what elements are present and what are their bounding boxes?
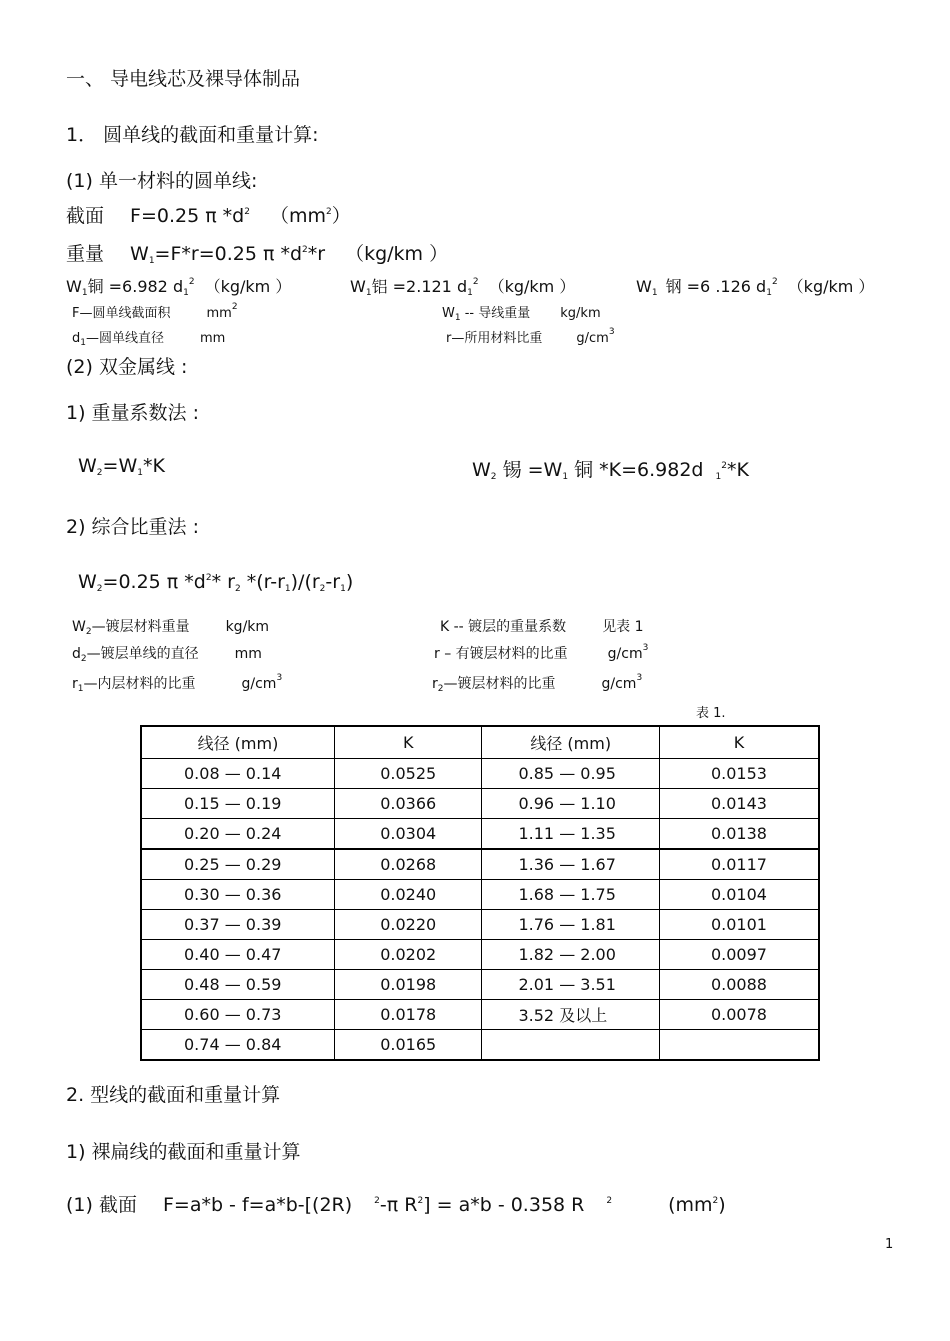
cell-k: 0.0268 [334, 849, 482, 880]
cell-diameter: 0.25 — 0.29 [141, 849, 334, 880]
cell-diameter: 0.48 — 0.59 [141, 970, 334, 1000]
flat-wire-area-formula: (1) 截面 F=a*b - f=a*b-[(2R) $^2$-π $R^2] = a*b - 0.358$ R $^2$ $(mm^2)$ [66, 1194, 726, 1216]
cell-diameter: 0.37 — 0.39 [141, 910, 334, 940]
aluminum-weight: $W_1$铝 =2.121 $d_1^2$ （kg/km ） [350, 277, 576, 298]
def-W1: $W_1$ -- 导线重量 kg/km [442, 306, 601, 323]
def-r: r—所用材料比重 $g/cm^3$ [446, 327, 615, 346]
cell-diameter [482, 1030, 659, 1061]
def-r-plated: r – 有镀层材料的比重 $g/cm^3$ [434, 643, 649, 662]
cell-k: 0.0178 [334, 1000, 482, 1030]
cell-k: 0.0202 [334, 940, 482, 970]
cell-diameter: 0.74 — 0.84 [141, 1030, 334, 1061]
table-row [141, 910, 819, 940]
cell-k: 0.0198 [334, 970, 482, 1000]
cell-diameter: 0.30 — 0.36 [141, 880, 334, 910]
method-combined-density: 2) 综合比重法 : [66, 516, 199, 538]
steel-weight: $W_1$ 钢 =6 .126 $d_1^2$ （kg/km ） [636, 277, 875, 298]
subheading-single-material: (1) 单一材料的圆单线: [66, 170, 258, 192]
def-d1: $d_1—$圆单线直径 mm [72, 331, 226, 348]
cell-k: 0.0104 [659, 880, 819, 910]
table-row [141, 1030, 819, 1061]
table-row [141, 970, 819, 1000]
cell-k: 0.0165 [334, 1030, 482, 1061]
cell-diameter: 0.85 — 0.95 [482, 759, 659, 789]
table-row [141, 819, 819, 850]
subheading-bimetal: (2) 双金属线 : [66, 356, 188, 378]
cell-k: 0.0366 [334, 789, 482, 819]
cell-k: 0.0143 [659, 789, 819, 819]
cell-diameter: 2.01 — 3.51 [482, 970, 659, 1000]
table-row [141, 759, 819, 789]
def-w2: $W_2—$镀层材料重量 kg/km [72, 619, 270, 637]
eq-w2: $W_2=W_1*K$ [78, 455, 165, 478]
def-k: K -- 镀层的重量系数 见表 1 [440, 619, 644, 635]
section-title: 一、 导电线芯及裸导体制品 [66, 68, 301, 90]
cell-diameter: 1.82 — 2.00 [482, 940, 659, 970]
cell-k [659, 1030, 819, 1061]
table-row [141, 849, 819, 880]
cell-diameter: 3.52 及以上 [482, 1000, 659, 1030]
table-row [141, 940, 819, 970]
header-diameter-2: 线径 (mm) [482, 726, 659, 759]
def-r2: $r_2—$镀层材料的比重 $g/cm^3$ [432, 673, 643, 694]
table-caption: 表 1. [696, 706, 726, 721]
heading-1: 1． 圆单线的截面和重量计算: [66, 124, 319, 146]
area-formula: 截面 F=0.25 π $*d^2$ $(mm^2)$ [66, 205, 351, 227]
cell-k: 0.0101 [659, 910, 819, 940]
cell-k: 0.0220 [334, 910, 482, 940]
cell-diameter: 1.68 — 1.75 [482, 880, 659, 910]
cell-k: 0.0525 [334, 759, 482, 789]
cell-k: 0.0240 [334, 880, 482, 910]
eq-tin: $W_2$ 锡 $=W_1$ 铜 *K=6.982d $_1^2$*K [472, 459, 749, 482]
copper-weight: $W_1$铜 =6.982 $d_1^2$ （kg/km ） [66, 277, 292, 298]
cell-k: 0.0117 [659, 849, 819, 880]
weight-formula: 重量 $W_1=F*r=0.25$ π $*d^2*r$ （kg/km ） [66, 243, 449, 266]
table-row [141, 789, 819, 819]
cell-diameter: 1.36 — 1.67 [482, 849, 659, 880]
k-coefficient-table [140, 725, 820, 1061]
cell-diameter: 0.60 — 0.73 [141, 1000, 334, 1030]
cell-k: 0.0304 [334, 819, 482, 850]
cell-diameter: 0.40 — 0.47 [141, 940, 334, 970]
header-k-1: K [334, 726, 482, 759]
method-weight-coefficient: 1) 重量系数法 : [66, 402, 199, 424]
cell-diameter: 1.76 — 1.81 [482, 910, 659, 940]
page-number: 1 [885, 1237, 894, 1252]
cell-diameter: 0.96 — 1.10 [482, 789, 659, 819]
def-F: F—圆单线截面积 $mm^2$ [72, 302, 238, 321]
cell-k: 0.0088 [659, 970, 819, 1000]
cell-diameter: 0.15 — 0.19 [141, 789, 334, 819]
subheading-flat-wire: 1) 裸扁线的截面和重量计算 [66, 1141, 301, 1163]
cell-k: 0.0078 [659, 1000, 819, 1030]
table-header-row [141, 726, 819, 759]
cell-diameter: 1.11 — 1.35 [482, 819, 659, 850]
header-diameter-1: 线径 (mm) [141, 726, 334, 759]
cell-diameter: 0.08 — 0.14 [141, 759, 334, 789]
cell-diameter: 0.20 — 0.24 [141, 819, 334, 850]
table-row [141, 1000, 819, 1030]
table-row [141, 880, 819, 910]
heading-2: 2. 型线的截面和重量计算 [66, 1084, 281, 1106]
header-k-2: K [659, 726, 819, 759]
def-r1: $r_1—$内层材料的比重 $g/cm^3$ [72, 673, 283, 694]
def-d2: $d_2—$镀层单线的直径 mm [72, 646, 262, 664]
eq-combo: $W_2=0.25$ π $*d^2*$ $r_2$ $*(r-r_1)/(r_2-r_1)$ [78, 571, 354, 594]
cell-k: 0.0153 [659, 759, 819, 789]
cell-k: 0.0138 [659, 819, 819, 850]
cell-k: 0.0097 [659, 940, 819, 970]
